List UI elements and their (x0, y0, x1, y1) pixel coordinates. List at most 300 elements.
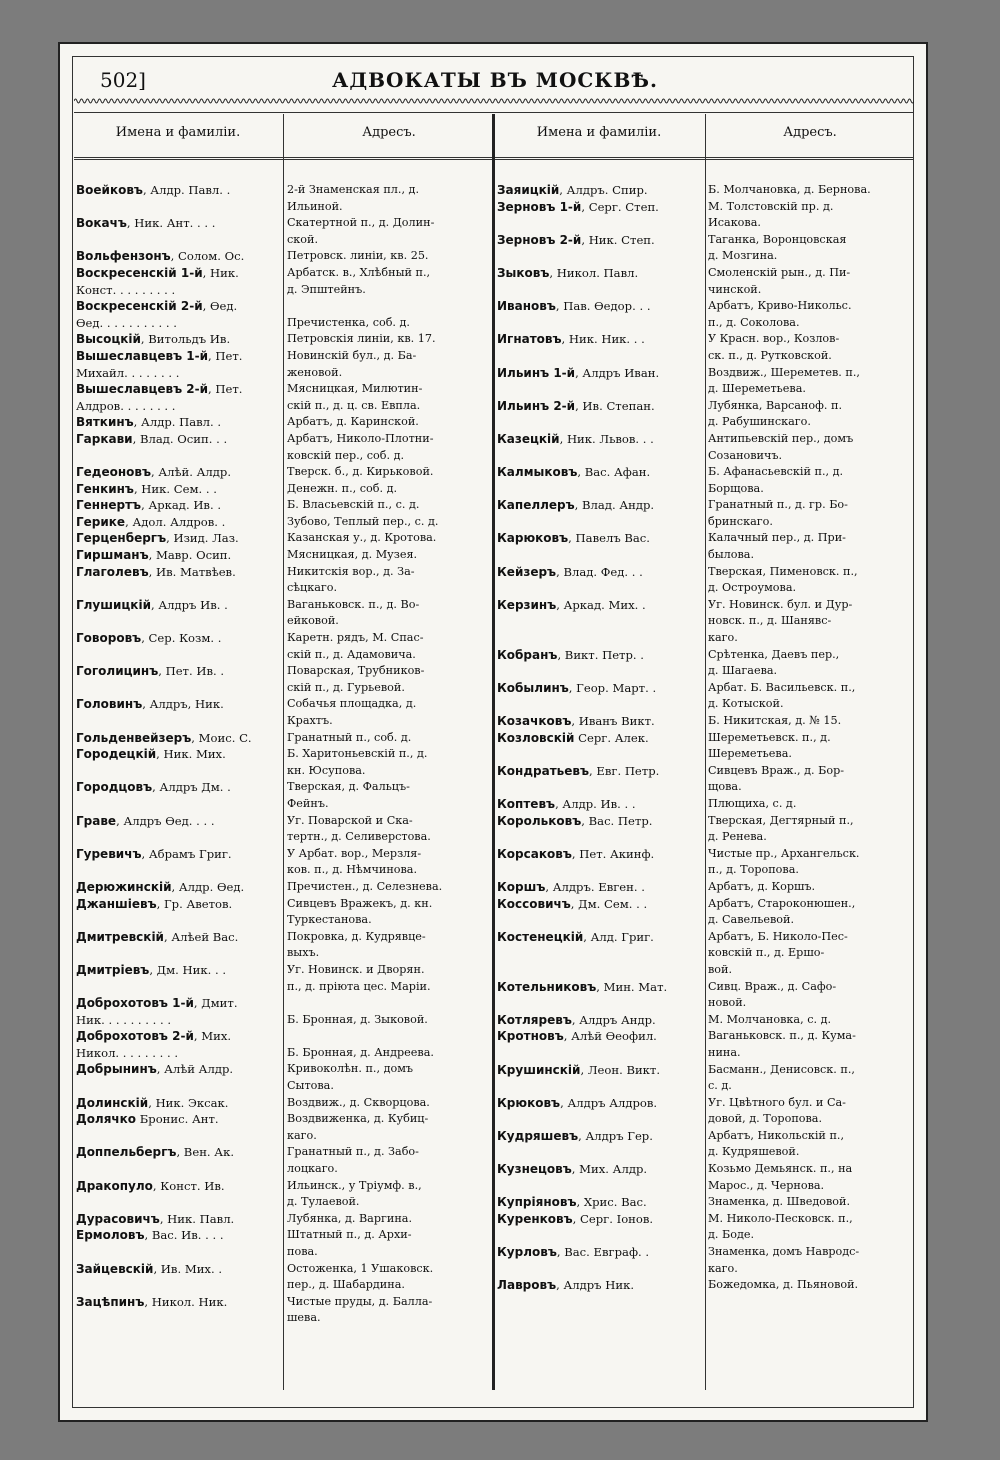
entry-address: Мясницкая, Милютин- скій п., д. ц. св. Евпла. (287, 382, 423, 412)
surname: Карюковъ (497, 531, 569, 546)
surname: Курловъ (497, 1245, 557, 1260)
list-item (76, 1028, 496, 1061)
list-item (76, 564, 496, 597)
entry-name (76, 414, 281, 431)
entry-address: М. Николо-Песковск. п., д. Боде. (708, 1211, 853, 1242)
given-names: , Ив. Степан. (575, 398, 655, 413)
given-names: , Ник. Мих. (156, 747, 226, 762)
given-names: , Евг. Петр. (589, 763, 660, 778)
entry-address: Срѣтенка, Даевъ пер., д. Шагаева. (708, 647, 840, 678)
entry-name (76, 1111, 281, 1128)
surname: Глаголевъ (76, 564, 149, 579)
given-names: , Алд. Григ. (583, 929, 654, 944)
surname: Граве (76, 813, 117, 828)
surname: Кротновъ (497, 1029, 564, 1044)
surname: Коршъ (497, 879, 546, 894)
entry-address: Никитскія вор., д. За- сѣцкаго. (287, 564, 415, 595)
entry-name (497, 431, 702, 448)
surname: Дмитревскій (76, 929, 164, 944)
given-names: , Алдръ Ник. (556, 1278, 635, 1293)
surname: Котляревъ (497, 1012, 572, 1027)
entry-address: Козьмо Демьянск. п., на Марос., д. Чернова. (708, 1162, 853, 1192)
surname: Городецкій (76, 747, 157, 762)
list-item (76, 481, 496, 498)
entry-address: Чистые пр., Архангельск. п., д. Торопова. (708, 846, 860, 877)
given-names: , Мавр. Осип. (148, 548, 232, 563)
given-names: , Алѣей Вас. (163, 929, 239, 944)
surname: Долинскій (76, 1095, 149, 1110)
entry-address: У Красн. вор., Козлов- ск. п., д. Рутковской. (708, 332, 840, 362)
list-item (497, 1277, 917, 1294)
surname: Вышеславцевъ 2-й (76, 382, 209, 397)
entry-name (497, 896, 702, 913)
given-names: , Влад. Осип. . . (132, 431, 228, 446)
list-item (497, 1244, 917, 1277)
surname: Городцовъ (76, 780, 153, 795)
surname: Головинъ (76, 697, 143, 712)
entry-name (76, 663, 281, 680)
entry-address: Зубово, Теплый пер., с. д. (287, 514, 439, 528)
given-names: Бронис. Ант. (136, 1112, 219, 1127)
given-names: , Алдръ Ив. . (150, 597, 228, 612)
list-item (76, 414, 496, 431)
right-column (497, 182, 917, 1294)
entry-name (497, 813, 702, 830)
surname: Гаркави (76, 431, 133, 446)
entry-address: Гранатный п., д. гр. Бо- бринскаго. (708, 498, 848, 528)
entry-name (497, 182, 702, 199)
surname: Котельниковъ (497, 979, 597, 994)
list-item (497, 929, 917, 979)
list-item (76, 348, 496, 381)
surname: Гиршманъ (76, 548, 149, 563)
given-names: , Солом. Ос. (170, 249, 245, 264)
surname: Дерюжинскій (76, 879, 172, 894)
entry-name (497, 1012, 702, 1029)
given-names: , Вас. Евграф. . (556, 1245, 650, 1260)
list-item (497, 979, 917, 1012)
entry-name (497, 846, 702, 863)
given-names: , Ник. Эксак. (148, 1095, 229, 1110)
given-names: , Вас. Петр. (581, 813, 653, 828)
entry-name (76, 298, 281, 331)
entry-address: Пречистенка, соб. д. (287, 315, 410, 329)
surname: Кобранъ (497, 647, 558, 662)
given-names: , Влад. Фед. . . (556, 564, 643, 579)
given-names: , Ив. Мих. . (153, 1261, 223, 1276)
entry-address: Шереметьевск. п., д. Шереметьева. (708, 730, 831, 761)
surname: Герике (76, 514, 126, 529)
given-names: , Алдръ. Спир. (559, 183, 648, 197)
given-names: , Ѳед. Ѳед. . . . . . . . . . . (76, 299, 238, 330)
entry-address: Чистые пруды, д. Балла- шева. (287, 1294, 433, 1325)
surname: Игнатовъ (497, 332, 562, 347)
entry-address: Мясницкая, д. Музея. (287, 548, 418, 562)
entry-name (76, 1294, 281, 1311)
surname: Козачковъ (497, 714, 572, 729)
entry-name (76, 879, 281, 896)
given-names: , Ив. Матвѣев. (148, 564, 236, 579)
list-item (497, 647, 917, 680)
surname: Крушинскій (497, 1062, 581, 1077)
entry-name (497, 680, 702, 697)
given-names: , Алдръ Алдров. (560, 1095, 658, 1110)
given-names: , Дм. Ник. . . (149, 962, 227, 977)
surname: Джаншіевъ (76, 896, 157, 911)
list-item (497, 265, 917, 298)
surname: Вокачъ (76, 216, 127, 231)
entry-name (497, 564, 702, 581)
given-names: , Сер. Козм. . (141, 631, 222, 646)
given-names: , Ник. Львов. . . (559, 431, 654, 446)
surname: Ильинъ 2-й (497, 398, 576, 413)
entry-address: Денежн. п., соб. д. (287, 481, 398, 495)
given-names: , Ник. Конст. . . . . . . . . (76, 265, 239, 297)
entry-address: Арбатск. в., Хлѣбный п., д. Эпштейнъ. (287, 265, 431, 296)
entry-name (76, 962, 281, 979)
entry-address: Тверск. б., д. Кирьковой. (287, 465, 434, 479)
entry-address: Б. Афанасьевскій п., д. Борщова. (708, 465, 844, 495)
list-item (76, 962, 496, 995)
given-names: , Алдръ Гер. (578, 1128, 653, 1143)
surname: Калмыковъ (497, 465, 578, 480)
entry-name (76, 1061, 281, 1078)
list-item (76, 1144, 496, 1177)
entry-name (76, 630, 281, 647)
list-item (76, 1178, 496, 1211)
surname: Говоровъ (76, 631, 142, 646)
given-names: , Аркад. Мих. . (556, 597, 646, 612)
surname: Капеллеръ (497, 498, 575, 513)
entry-address: Арбатъ, д. Коршъ. (708, 879, 816, 893)
list-item (76, 298, 496, 331)
given-names: , Павелъ Вас. (568, 531, 650, 546)
entry-address: Сивц. Враж., д. Сафо- новой. (708, 979, 837, 1010)
entry-name (497, 1028, 702, 1045)
surname: Купріяновъ (497, 1195, 577, 1210)
entry-name (76, 1028, 281, 1061)
given-names: , Ник. Ник. . . (561, 332, 645, 347)
list-item (76, 995, 496, 1028)
given-names: , Алдр. Ив. . . (555, 796, 636, 811)
entry-address: Арбатъ, Б. Николо-Пес- ковскій п., д. Ершо- вой. (708, 929, 848, 976)
list-item (76, 630, 496, 663)
entry-address: Арбатъ, Никольскій п., д. Кудряшевой. (708, 1128, 845, 1159)
given-names: , Леон. Викт. (580, 1062, 661, 1077)
list-item (497, 1028, 917, 1061)
given-names: , Ник. Павл. (159, 1211, 235, 1226)
entry-name (76, 1261, 281, 1278)
given-names: , Хрис. Вас. (576, 1195, 647, 1210)
list-item (76, 1211, 496, 1228)
surname: Крюковъ (497, 1095, 561, 1110)
list-item (497, 497, 917, 530)
given-names: , Пет. Ив. . (158, 664, 225, 679)
list-item (76, 1261, 496, 1294)
entry-name (76, 846, 281, 863)
entry-address: Казанская у., д. Кротова. (287, 531, 437, 545)
list-item (497, 1012, 917, 1029)
header-names-left: Имена и фамиліи. (115, 125, 241, 140)
entry-name (76, 547, 281, 564)
entry-address: Б. Харитоньевскій п., д. кн. Юсупова. (287, 747, 428, 777)
entry-name (497, 1194, 702, 1211)
entry-address: М. Молчановка, с. д. (708, 1012, 832, 1026)
entry-address: Пречистен., д. Селезнева. (287, 879, 443, 893)
surname: Кудряшевъ (497, 1128, 579, 1143)
entry-name (76, 381, 281, 414)
given-names: , Витольдъ Ив. (140, 332, 231, 347)
given-names: , Алдръ Ѳед. . . . (116, 813, 215, 828)
surname: Зыковъ (497, 265, 550, 280)
entry-address: Воздвиж., Шереметев. п., д. Шереметьева. (708, 365, 860, 396)
surname: Генкинъ (76, 481, 134, 496)
entry-name (76, 514, 281, 531)
given-names: , Иванъ Викт. (571, 714, 655, 729)
list-item (76, 730, 496, 747)
list-item (497, 879, 917, 896)
entry-address: Лубянка, Варсаноф. п. д. Рабушинскаго. (708, 398, 843, 429)
list-item (76, 381, 496, 414)
list-item (76, 497, 496, 514)
entry-address: Таганка, Воронцовская д. Мозгина. (708, 232, 847, 263)
entry-name (76, 464, 281, 481)
given-names: , Абрамъ Григ. (141, 846, 232, 861)
header-address-left: Адресъ. (362, 125, 416, 140)
surname: Корсаковъ (497, 846, 572, 861)
entry-name (497, 232, 702, 249)
entry-name (76, 431, 281, 448)
entry-name (76, 530, 281, 547)
entry-name (76, 1144, 281, 1161)
entry-name (76, 1095, 281, 1112)
list-item (76, 514, 496, 531)
entry-name (76, 265, 281, 298)
surname: Вольфензонъ (76, 249, 171, 264)
entry-name (497, 199, 702, 216)
list-item (497, 763, 917, 796)
list-item (497, 846, 917, 879)
entry-name (497, 331, 702, 348)
surname: Казецкій (497, 431, 560, 446)
entry-name (497, 1244, 702, 1261)
entry-address: Петровск. линіи, кв. 25. (287, 249, 429, 263)
surname: Вышеславцевъ 1-й (76, 348, 209, 363)
entry-address: Арбатъ, Криво-Никольс. п., д. Соколова. (708, 299, 852, 329)
list-item (76, 1061, 496, 1094)
list-item (497, 1194, 917, 1211)
list-item (497, 813, 917, 846)
list-item (497, 398, 917, 431)
given-names: , Алдр. Павл. . (142, 183, 231, 197)
list-item (76, 1227, 496, 1260)
entry-name (497, 647, 702, 664)
entry-name (497, 1062, 702, 1079)
given-names: , Мих. Никол. . . . . . . . . (76, 1029, 232, 1060)
list-item (497, 730, 917, 763)
entry-address: Арбат. Б. Васильевск. п., д. Котыской. (708, 680, 856, 711)
given-names: , Конст. Ив. (152, 1178, 225, 1193)
page-number: 502] (100, 68, 146, 92)
surname: Лавровъ (497, 1278, 557, 1293)
header-names-right: Имена и фамиліи. (536, 125, 662, 140)
surname: Геннертъ (76, 498, 142, 513)
entry-name (76, 597, 281, 614)
given-names: , Серг. Іонов. (572, 1211, 654, 1226)
surname: Высоцкій (76, 332, 141, 347)
surname: Дракопуло (76, 1178, 153, 1193)
list-item (76, 1095, 496, 1112)
list-item (497, 564, 917, 597)
given-names: , Ник. Ант. . . . (126, 216, 216, 231)
given-names: , Влад. Андр. (574, 498, 655, 513)
list-item (76, 663, 496, 696)
entry-address: 2-й Знаменская пл., д. Ильиной. (287, 183, 420, 213)
entry-address: Ваганьковск. п., д. Кума- нина. (708, 1029, 856, 1059)
surname: Добрынинъ (76, 1062, 157, 1077)
page-title: АДВОКАТЫ ВЪ МОСКВѢ. (332, 68, 658, 92)
list-item (76, 896, 496, 929)
entry-address: Гранатный п., д. Забо- лоцкаго. (287, 1145, 419, 1176)
entry-name (497, 763, 702, 780)
given-names: , Вен. Ак. (176, 1145, 234, 1160)
list-item (76, 929, 496, 962)
surname: Гоголицинъ (76, 664, 159, 679)
entry-address: Ваганьковск. п., д. Во- ейковой. (287, 597, 420, 628)
entry-name (76, 564, 281, 581)
given-names: , Никол. Ник. (144, 1294, 228, 1309)
list-item (76, 431, 496, 464)
surname: Доппельбергъ (76, 1145, 177, 1160)
entry-address: Уг. Цвѣтного бул. и Са- довой, д. Торопова. (708, 1095, 846, 1126)
entry-address: Остоженка, 1 Ушаковск. пер., д. Шабардина. (287, 1261, 434, 1292)
entry-address: Тверская, Дегтярный п., д. Ренева. (708, 813, 854, 844)
given-names: , Мих. Алдр. (571, 1162, 648, 1177)
entry-address: Антипьевскій пер., домъ Созановичъ. (708, 431, 854, 462)
entry-address: Кривоколѣн. п., домъ Сытова. (287, 1062, 414, 1093)
given-names: , Ник. Степ. (581, 232, 655, 247)
list-item (497, 530, 917, 563)
surname: Кузнецовъ (497, 1162, 572, 1177)
list-item (497, 365, 917, 398)
entry-name (76, 215, 281, 232)
given-names: , Алдр. Павл. . (133, 415, 222, 430)
given-names: , Серг. Степ. (581, 199, 659, 214)
given-names: , Алдръ, Ник. (142, 697, 224, 712)
entry-name (76, 696, 281, 713)
entry-name (497, 879, 702, 896)
given-names: , Гр. Аветов. (156, 896, 233, 911)
given-names: , Аркад. Ив. . (141, 498, 222, 513)
entry-name (497, 365, 702, 382)
list-item (497, 1095, 917, 1128)
entry-name (497, 298, 702, 315)
entry-address: Лубянка, д. Варгина. (287, 1211, 412, 1225)
entry-address: Б. Никитская, д. № 15. (708, 714, 842, 728)
surname: Ивановъ (497, 299, 556, 314)
list-item (76, 1111, 496, 1144)
entry-address: Штатный п., д. Архи- пова. (287, 1228, 412, 1258)
entry-address: Поварская, Трубников- скій п., д. Гурьевой. (287, 664, 425, 694)
entry-name (76, 331, 281, 348)
surname: Ермоловъ (76, 1228, 145, 1243)
entry-name (497, 1277, 702, 1294)
given-names: , Алѣй Алдр. (156, 1062, 234, 1077)
entry-address: Скатертной п., д. Долин- ской. (287, 216, 435, 246)
entry-name (76, 746, 281, 763)
list-item (497, 232, 917, 265)
list-item (76, 1294, 496, 1327)
entry-address: Б. Бронная, д. Андреева. (287, 1045, 434, 1059)
entry-name (76, 182, 281, 199)
entry-address: Арбатъ, Староконюшен., д. Савельевой. (708, 896, 856, 927)
surname: Коптевъ (497, 796, 556, 811)
surname: Кейзеръ (497, 564, 557, 579)
entry-address: Б. Бронная, д. Зыковой. (287, 1012, 428, 1026)
entry-name (76, 348, 281, 381)
wavy-rule (74, 96, 914, 106)
entry-address: Калачный пер., д. При- былова. (708, 531, 846, 562)
entry-address: Смоленскій рын., д. Пи- чинской. (708, 265, 851, 296)
list-item (76, 813, 496, 846)
entry-name (497, 597, 702, 614)
given-names: , Викт. Петр. . (557, 647, 644, 662)
surname: Гуревичъ (76, 846, 142, 861)
given-names: , Вас. Ив. . . . (144, 1228, 224, 1243)
given-names: , Адол. Алдров. . (125, 514, 226, 529)
entry-address: Новинскій бул., д. Ба- женовой. (287, 348, 417, 379)
entry-name (497, 1211, 702, 1228)
given-names: , Дм. Сем. . . (570, 896, 648, 911)
list-item (497, 1161, 917, 1194)
surname: Дурасовичъ (76, 1211, 160, 1226)
entry-name (76, 248, 281, 265)
list-item (497, 713, 917, 730)
surname: Гедеоновъ (76, 465, 152, 480)
entry-address: Петровскія линіи, кв. 17. (287, 332, 436, 346)
list-item (76, 530, 496, 547)
left-column (76, 182, 496, 1327)
entry-name (497, 796, 702, 813)
entry-address: У Арбат. вор., Мерзля- ков. п., д. Нѣмчинова. (287, 846, 422, 877)
surname: Вяткинъ (76, 415, 134, 430)
list-item (76, 182, 496, 215)
list-item (76, 746, 496, 779)
surname: Дмитріевъ (76, 962, 150, 977)
given-names: , Пет. Акинф. (571, 846, 655, 861)
list-item (497, 1128, 917, 1161)
entry-address: Божедомка, д. Пьяновой. (708, 1278, 859, 1292)
surname: Коссовичъ (497, 896, 571, 911)
entry-name (497, 979, 702, 996)
surname: Воскресенскій 2-й (76, 299, 203, 314)
list-item (76, 464, 496, 481)
surname: Керзинъ (497, 597, 557, 612)
list-item (76, 696, 496, 729)
surname: Долячко (76, 1112, 137, 1127)
entry-name (76, 929, 281, 946)
entry-name (76, 1178, 281, 1195)
entry-name (497, 713, 702, 730)
entry-address: Воздвиж., д. Скворцова. (287, 1095, 430, 1109)
list-item (76, 879, 496, 896)
given-names: , Дмит. Ник. . . . . . . . . . (76, 996, 238, 1027)
surname: Глушицкій (76, 597, 151, 612)
entry-address: Знаменка, д. Шведовой. (708, 1195, 851, 1209)
surname: Куренковъ (497, 1211, 573, 1226)
entry-address: М. Толстовскій пр. д. Исакова. (708, 199, 834, 230)
entry-address: Собачья площадка, д. Крахтъ. (287, 697, 417, 727)
